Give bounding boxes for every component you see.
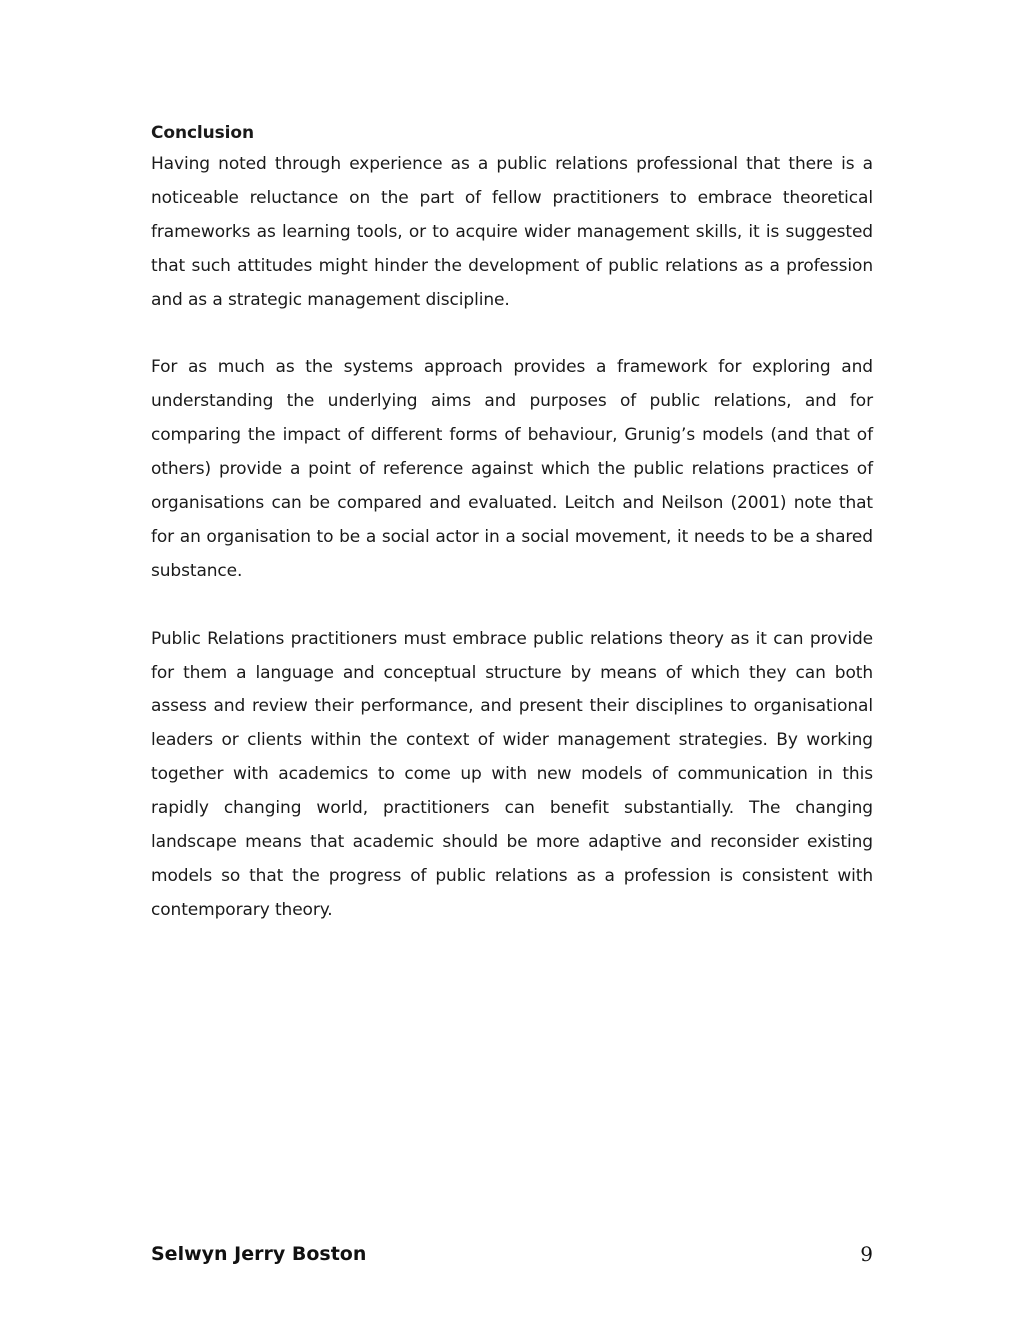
page-number: 9 (860, 1242, 873, 1266)
paragraph-1: Having noted through experience as a public relations professional that there is a noticeable reluctance on the part of fellow practitioners to embrace theoretical frameworks as learning tools, or to acquire wider management skills, it is suggested that such attitudes might hinder the development of public relations as a profession and as a strategic management discipline. (151, 154, 873, 310)
footer-author: Selwyn Jerry Boston (151, 1243, 367, 1265)
page-body (151, 118, 873, 928)
paragraph-2: For as much as the systems approach provides a framework for exploring and understanding the underlying aims and purposes of public relations, and for comparing the impact of different forms of behaviour, Grunig’s models (and that of others) provide a point of reference against which the public relations practices of organisations can be compared and evaluated. Leitch and Neilson (2001) note that for an organisation to be a social actor in a social movement, it needs to be a shared substance. (151, 357, 873, 581)
paragraph-3: Public Relations practitioners must embrace public relations theory as it can provide for them a language and conceptual structure by means of which they can both assess and review their performance, and present their disciplines to organisational leaders or clients within the context of wider management strategies. By working together with academics to come up with new models of communication in this rapidly changing world, practitioners can benefit substantially. The changing landscape means that academic should be more adaptive and reconsider existing models so that the progress of public relations as a profession is consistent with contemporary theory. (151, 628, 873, 920)
section-heading: Conclusion (151, 123, 254, 143)
